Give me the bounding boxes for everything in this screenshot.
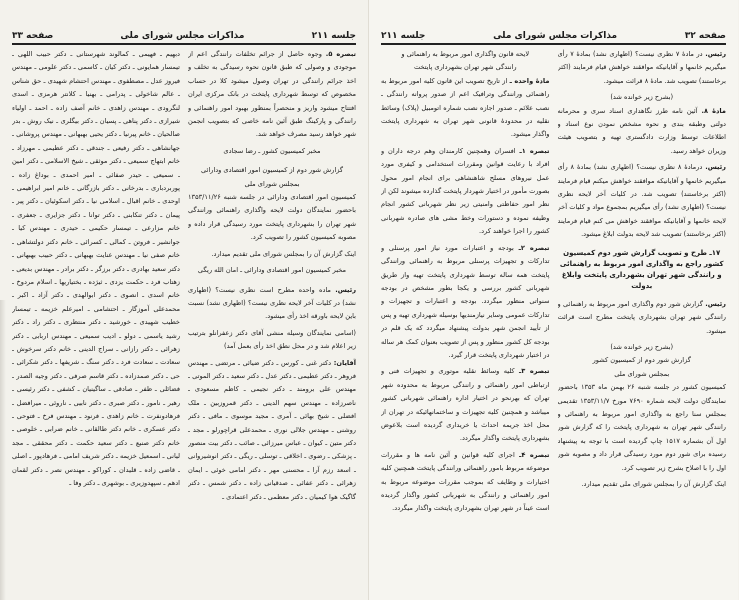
note-text: اجرای کلیه قوانین و آئین نامه ها و مقررات موضوعه مربوط بامور راهنمائی ورانندگی پایتخت همچنین کلیه اختیارات و وظایف که بموجب مقررات موضوعه مربوط به امور راهنمائی و رانندگی به شهربانی کشور واگذار گردیده است عیناً در شهر تهران بشهرداری پایتخت واگذار میگردد. bbox=[381, 450, 550, 513]
page-header bbox=[381, 26, 726, 45]
column-left bbox=[381, 48, 550, 592]
header-title: مذاکرات مجلس شورای ملی bbox=[120, 31, 245, 41]
speaker-text: در مادهٔ ۷ نظری نیست؟ (اظهاری نشد) بمادهٔ ۷ رأی میگیریم خانمها و آقایانیکه موافقند خواهش قیام فرمایند (اکثر برخاستند) تصویب شد. مادهٔ ۸ قرائت میشود. bbox=[557, 50, 726, 85]
session-label: جلسه ۲۱۱ bbox=[381, 31, 426, 41]
report-body: کمیسیون امور اقتصادی ودارائی در جلسه شنبه ۱۳۵۳/۱۱/۲۶ باحضور نمایندگان دولت لایحه واگذاری راهنمائی ورانندگی شهر تهران را بشهرداری پایتخت مورد رسیدگی قرار داده و مصوبه کمیسیون کشور را تصویب کرد. bbox=[188, 193, 356, 242]
bill-title-line-2: رانندگی شهر تهران بشهرداری پایتخت bbox=[413, 63, 517, 72]
speaker-text: گزارش شور دوم واگذاری امور مربوط به راهنمائی و رانندگی شهر تهران بشهرداری پایتخت مطرح است قرائت میشود. bbox=[557, 299, 726, 335]
report-addressee: بمجلس شورای ملی bbox=[244, 179, 300, 188]
page-columns bbox=[381, 48, 726, 592]
speaker-label: رئیس. bbox=[705, 299, 726, 308]
ayan-label: آقایان: bbox=[333, 358, 356, 367]
session-label: جلسه ۲۱۱ bbox=[311, 31, 356, 41]
report-body: کمیسیون کشور در جلسه شنبه ۲۶ بهمن ماه ۱۳۵۳ باحضور نمایندگان دولت لایحه شماره ۷۶۹۰ مورخ ۱۳۵۳/۱۱/۷ تقدیمی بمجلس سنا راجع به واگذاری امور مربوط به راهنمائی و رانندگی شهر تهران به شهرداری پایتخت را که گزارش شور اول آن بشماره ۱۵۱۷ چاپ گردیده است با توجه به پیشنهاد رسیده برای شور دوم مورد رسیدگی قرار داد و مصوبه شور اول را با اصلاح بشرح زیر تصویب کرد. bbox=[557, 383, 726, 472]
bill-title: لایحه قانون واگذاری امور مربوط به راهنمائی و bbox=[401, 50, 530, 58]
note-3 bbox=[381, 365, 550, 445]
header-title: مذاکرات مجلس شورای ملی bbox=[493, 31, 618, 41]
note-label: تبصره ۱ـ bbox=[519, 146, 550, 155]
page-32 bbox=[369, 0, 738, 600]
speaker-text: ماده واحده مطرح است نظری نیست؟ (اظهاری نشد) در کلیات آخر لایحه نظری نیست؟ (اظهاری نشد) نسبت باین لایحه باورقه اخذ رأی میشود. bbox=[188, 285, 356, 321]
read-note: (بشرح زیر خوانده شد) bbox=[610, 342, 674, 351]
single-article bbox=[381, 75, 550, 142]
page-columns bbox=[12, 48, 356, 592]
read-note: (بشرح زیر خوانده شد) bbox=[610, 93, 674, 102]
article-label: مادهٔ واحده ـ bbox=[509, 76, 550, 85]
note-text: بودجه و اعتبارات مورد نیاز امور پرسنلی و تدارکات و تجهیزات پرسنلی مربوط به راهنمائی ورانندگی پایتخت همه ساله توسط شهرداری پایتخت تهیه واز طریق شهربانی کشور بررسی و یکجا بطور مشخص در بودجه سنواتی منظور میگردد. بودجه و اعتبارات و تجهیزات و تدارکات عمومی وسایر نیازمندیها بوسیله شهرداری تهیه و پس از تأیید انجمن شهر بدولت پیشنهاد میگردد که یک قلم در بودجه کل کشور منظور و پس از تصویب بعنوان کمک هر ساله در اختیار شهرداری پایتخت قرار گیرد. bbox=[381, 243, 550, 359]
tabsare-label: تبصره ۵. bbox=[325, 50, 356, 58]
article-label: مادهٔ ۸. bbox=[701, 106, 726, 115]
article-text: از تاریخ تصویب این قانون کلیه امور مربوط به راهنمائی ورانندگی وترافیک اعم از صدور پروانه رانندگی ـ نصب علائم ـ صدور اجازه نصب شماره اتومبیل (پلاک) وسائط نقلیه در محدودهٔ قانونی شهر تهران به شهرداری پایتخت واگذار میشود. bbox=[381, 76, 550, 139]
tabsare-text: وجوه حاصل از جرائم تخلفات رانندگی اعم از موجودی و وصولی که طبق قانون نحوه رسیدگی به تخلف و اخذ جرائم رانندگی در تهران وصول میشود کلا در حساب مخصوص که توسط شهرداری پایتخت در بانک مرکزی ایران افتتاح میشود واریز و منحصراً بمنظور بهبود امور راهنمائی و رانندگی و پارکینگ طبق آئین نامه خاصی که بتصویب انجمن شهر خواهد رسید مصرف خواهد شد. bbox=[188, 50, 356, 139]
note-1 bbox=[381, 145, 550, 239]
paragraph-tabsare-5 bbox=[188, 48, 356, 142]
names-continued: دبهیم ـ فهیمی ـ کمالوند شهرستانی ـ دکتر حبیب اللهی ـ تیمسار همایونی ـ دکتر کیان ـ کاسمی ـ دکتر علومی ـ مهندس فیروز عدل ـ مصطفوی ـ مهندس احتشام شهیدی ـ حق شناس ـ عالم شاخولی ـ پدرامی ـ بهنیا ـ کلانتر هرمزی ـ اسدی لنگرودی ـ مهندس زاهدی ـ خانم آصف زاده ـ احمد ـ اولیاء شیرازی ـ دکتر پناهی ـ پسیان ـ دکتر بیگلری ـ نیک روش ـ بدر صالحیان ـ خانم پیرنیا ـ دکتر یحیی بهبهانی ـ مهندس پروشانی ـ جهانشاهی ـ دکتر رفیعی ـ جندقی ـ دکتر عظیمی ـ مهرزاد ـ خانم ابتهاج سمیعی ـ دکتر موثقی ـ شیخ الاسلامی ـ دکتر امین ـ سمیعی ـ حیدر صفائی ـ امیر احمدی ـ بوداغ زاده ـ پوربردباری ـ بدرخانی ـ دکتر بازرگانی ـ خانم امیر ابراهیمی ـ اوحدی ـ خانم اقبال ـ اسلامی نیا ـ دکتر اسکوئیان ـ دکتر پیر ـ پیمان ـ دکتر تنکابنی ـ دکتر توانا ـ دکتر جزایری ـ جعفری ـ خانم مزارعی ـ تیمسار حکیمی ـ حیدری ـ مهندس کیا ـ جوانشیر ـ فروتن ـ کمالی ـ کسرائی ـ خانم دکتر دولتشاهی ـ خانم صفی نیا ـ مهندس عنایت بهبهانی ـ دکتر حبیب بهبهانی ـ دکتر سعید بهادری ـ دکتر برزگر ـ دکتر برادر ـ مهندس بدیعی ـ زهتاب فرد ـ حکمت یزدی ـ ثیژده ـ بختیاریها ـ اسلام مردوخ ـ خانم اسدی ـ انصوی ـ دکتر ابوالهدی ـ دکتر آزاد ـ اکبر ـ محمدعلی آموزگار ـ احتشامی ـ امیرعلم خزیمه ـ تیمسار خطیب شهیدی ـ خورشید ـ دکتر منتظری ـ دکتر راد ـ دکتر رشید یاسمی ـ دولو ـ ادیب سمیعی ـ مهندس اربابی ـ دکتر زهرائی ـ دکتر رازانی ـ سراج الدینی ـ خانم دکتر سرخوش ـ سعادت ـ سعادت فرد ـ دکتر سنگ ـ شریفها ـ دکتر شکرائی ـ حی ـ دکتر صمدزاده ـ دکتر قاسم صرفی ـ دکتر وجیه الصدر ـ فضائلی ـ ظفر ـ صادقی ـ ساگینیان ـ کشفی ـ دکتر رئیسی ـ رهبر ـ نامور ـ دکتر صبری ـ دکتر نابیی ـ ناروئی ـ میرافضل ـ فرهادونفرت ـ خانم زاهدی ـ فرنود ـ مهندس فرخ ـ فتوحی ـ دکتر عسکری ـ خانم دکتر طالقانی ـ خانم ضرابی ـ خلوصی ـ خانم دکتر صنیع ـ دکتر سعید حکمت ـ دکتر محققی ـ مجد لیانی ـ اسمعیل خزیمه ـ دکتر شریف امامی ـ فرهادپور ـ اصلی ـ قاضی زاده ـ قلیدان ـ کوراکو ـ مهندس نصر ـ دکتر لقمان ادهم ـ سپهدوزیری ـ بوشهری ـ دکتر وفا ـ bbox=[12, 50, 180, 487]
report-title: گزارش شور دوم از کمیسیون امور اقتصادی ودارائی bbox=[201, 166, 343, 175]
note-text: افسران وهمچنین کارمندان وهم درجه داران و افراد با رعایت قوانین ومقررات استخدامی و کیفری مورد عمل نیروهای مسلح شاهنشاهی برای انجام امور محول بصورت مأمور در اختیار شهردار پایتخت گذارده میشوند لکن از نظر امور حفاظتی وامنیتی زیر نظر شهربانی کشور انجام وظیفه نموده و دستورات وخط مشی های صادره شهربانی کشور را اجرا خواهند کرد. bbox=[381, 146, 550, 236]
report-addressee: بمجلس شورای ملی bbox=[614, 369, 670, 378]
speaker-paragraph bbox=[558, 161, 727, 241]
ayan-list: دکتر غنی ـ کورس ـ دکتر ضیائی ـ مرتضی ـ مهندس فروهر ـ دکتر عطیمی ـ دکتر عدل ـ دکتر سعید ـ دکتر الموتی ـ مهندس علی برومند ـ دکتر نجیمی ـ کاظم مسعودی ـ ناصرزاده ـ مهندس سهم الدینی ـ دکتر قمروزبین ـ ملک افضلی ـ شیخ بهائی ـ آمری ـ مجید موسوی ـ مافی ـ دکتر روشنی ـ مهندس جلالی نوری ـ محمدعلی قراچورلو ـ مجد ـ دکتر متین ـ کیوان ـ عباس میرزائی ـ صائب ـ دکتر بیت منصور ـ پزشکی ـ رضوی ـ اخلاقی ـ توسلی ـ ریگی ـ دکتر انوشیروانی ـ اسعد رزم آرا ـ محسنی مهر ـ دکتر امامی خوئی ـ ایمان زهرائی ـ دکتر عفائی ـ صدقیانی زاده ـ دکتر شمس ـ دکتر گاگیک هوا کیمیان ـ دکتر معظمی ـ دکتر اعتمادی ـ bbox=[188, 358, 356, 501]
speaker-paragraph bbox=[558, 48, 727, 88]
page-number: صفحه ۳۲ bbox=[684, 31, 726, 41]
speaker-label: رئیس. bbox=[335, 285, 356, 294]
signature: مخبر کمیسیون کشور ـ رضا سجادی bbox=[223, 146, 321, 155]
note-label: تبصره ۴ـ bbox=[519, 450, 550, 459]
note-label: تبصره ۲ـ bbox=[518, 243, 550, 252]
page-number: صفحه ۳۳ bbox=[12, 31, 54, 41]
speaker-text: درمادهٔ ۸ نظری نیست؟ (اظهاری نشد) بمادهٔ ۸ رأی میگیریم خانمها و آقایانیکه موافقند خواهش میکنم قیام فرمایند (اکثر برخاستند) تصویب شد. در کلیات آخر لایحه نظری نیست؟ (اظهاری نشد) رأی میگیریم بمجموع مواد و کلیات آخر لایحه خانمها و آقایانیکه موافقند خواهش می کنم قیام فرمایند (اکثر برخاستند) تصویب شد لایحه بدولت ابلاغ میشود. bbox=[557, 163, 726, 239]
speaker-paragraph bbox=[558, 298, 727, 338]
speaker-label: رئیس. bbox=[705, 50, 726, 58]
report-submit: اینک گزارش آن را بمجلس شورای ملی تقدیم میدارد. bbox=[581, 479, 726, 488]
speaker-paragraph bbox=[188, 284, 356, 324]
note-label: تبصره ۳ـ bbox=[518, 367, 550, 376]
page-33 bbox=[0, 0, 369, 600]
page-header bbox=[12, 26, 356, 45]
speaker-label: رئیس. bbox=[705, 163, 726, 172]
report-submit: اینک گزارش آن را بمجلس شورای ملی تقدیم میدارد. bbox=[211, 249, 356, 258]
names-intro: (اسامی نمایندگان وسیله منشی آقای دکتر زعفرانلو بترتیب زیر اعلام شد و در محل نطق اخذ رأی بعمل آمد) bbox=[188, 328, 356, 351]
article-text: آئین نامه طرز نگاهداری اسناد سری و محرمانه دولتی وطبقه بندی و نحوه مشخص نمودن نوع اسناد و اطلاعات توسط وزارت دادگستری تهیه و بتصویب هیئت وزیران خواهد رسید. bbox=[557, 106, 726, 155]
column-left bbox=[12, 48, 180, 592]
scan-shadow bbox=[0, 300, 6, 600]
note-text: کلیه وسائط نقلیه موتوری و تجهیزات فنی و ارتباطی امور راهنمائی و رانندگی مربوط به محدوده شهر تهران که بهرنحو در اختیار اداره راهنمائی شهربانی کشور میباشد و همچنین کلیه تجهیزات و ساختمانهائیکه در تهران از محل اخذ جریمه احداث یا خریداری گردیده است بلاعوض بشهرداری پایتخت واگذار میگردد. bbox=[381, 367, 550, 443]
column-right bbox=[558, 48, 727, 592]
names-list bbox=[188, 357, 356, 504]
agenda-item-17-heading: ۱۷ـ طرح و تصویب گزارش شور دوم کمیسیون کشور راجع به واگذاری امور مربوط به راهنمائی و رانندگی شهر تهران بشهرداری پایتخت وابلاغ بدولت bbox=[559, 248, 724, 290]
column-right bbox=[188, 48, 356, 592]
note-2 bbox=[381, 242, 550, 363]
report-title: گزارش شور دوم از کمیسیون کشور bbox=[592, 356, 691, 365]
article-8 bbox=[558, 105, 727, 159]
signature: مخبر کمیسیون امور اقتصادی ودارائی ـ امان الله ریگی bbox=[197, 266, 347, 275]
note-4 bbox=[381, 449, 550, 516]
